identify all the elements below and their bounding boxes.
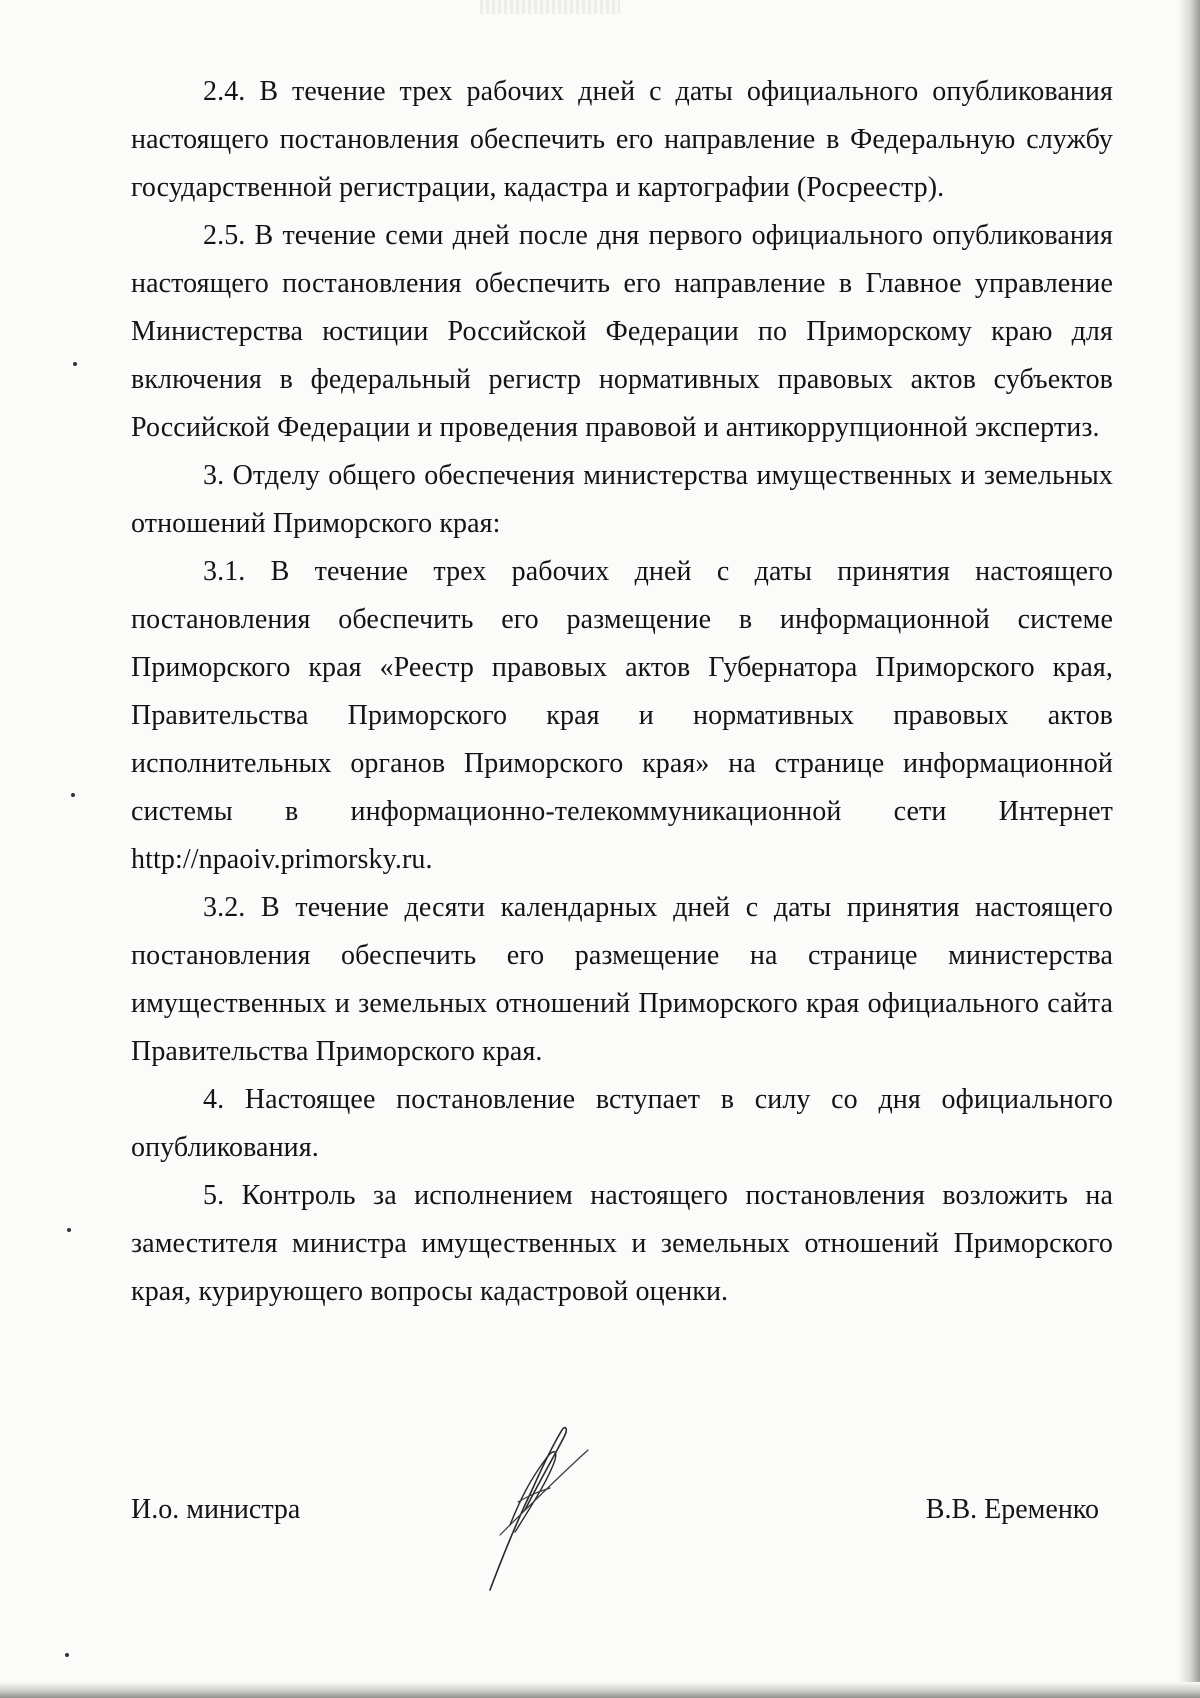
scan-speck [65,1653,69,1657]
signature-block [131,1490,1099,1530]
paragraph-3-1: 3.1. В течение трех рабочих дней с даты принятия настоящего постановления обеспечить его размещение в информационной системе Приморского края «Реестр правовых актов Губернатора Приморского края, Правительства Приморского края и нормативных правовых актов исполнительных органов Приморского края» на странице информационной системы в информационно-телекоммуникационной сети Интернет http://npaoiv.primorsky.ru. [131,556,1113,875]
paragraph-4: 4. Настоящее постановление вступает в силу со дня официального опубликования. [131,1084,1113,1163]
document-body [131,68,1113,1316]
scan-speck [67,1228,71,1232]
paragraph-2-4: 2.4. В течение трех рабочих дней с даты официального опубликования настоящего постановления обеспечить его направление в Федеральную службу государственной регистрации, кадастра и картографии (Росреестр). [131,76,1113,203]
paragraph-5: 5. Контроль за исполнением настоящего постановления возложить на заместителя министра имущественных и земельных отношений Приморского края, курирующего вопросы кадастровой оценки. [131,1180,1113,1307]
scan-edge-bottom [0,1682,1200,1698]
position-title: И.о. министра [131,1494,301,1525]
scan-speck [73,362,77,366]
paragraph-3-2: 3.2. В течение десяти календарных дней с даты принятия настоящего постановления обеспечить его размещение на странице министерства имущественных и земельных отношений Приморского края официального сайта Правительства Приморского края. [131,892,1113,1067]
scan-edge-right [1178,0,1200,1698]
scan-speck [71,793,75,797]
scan-edge-top [480,0,620,14]
signatory-name: В.В. Еременко [925,1494,1099,1525]
paragraph-3: 3. Отделу общего обеспечения министерства имущественных и земельных отношений Приморского края: [131,460,1113,539]
paragraph-2-5: 2.5. В течение семи дней после дня первого официального опубликования настоящего постановления обеспечить его направление в Главное управление Министерства юстиции Российской Федерации по Приморскому краю для включения в федеральный регистр нормативных правовых актов субъектов Российской Федерации и проведения правовой и антикоррупционной экспертиз. [131,220,1113,443]
